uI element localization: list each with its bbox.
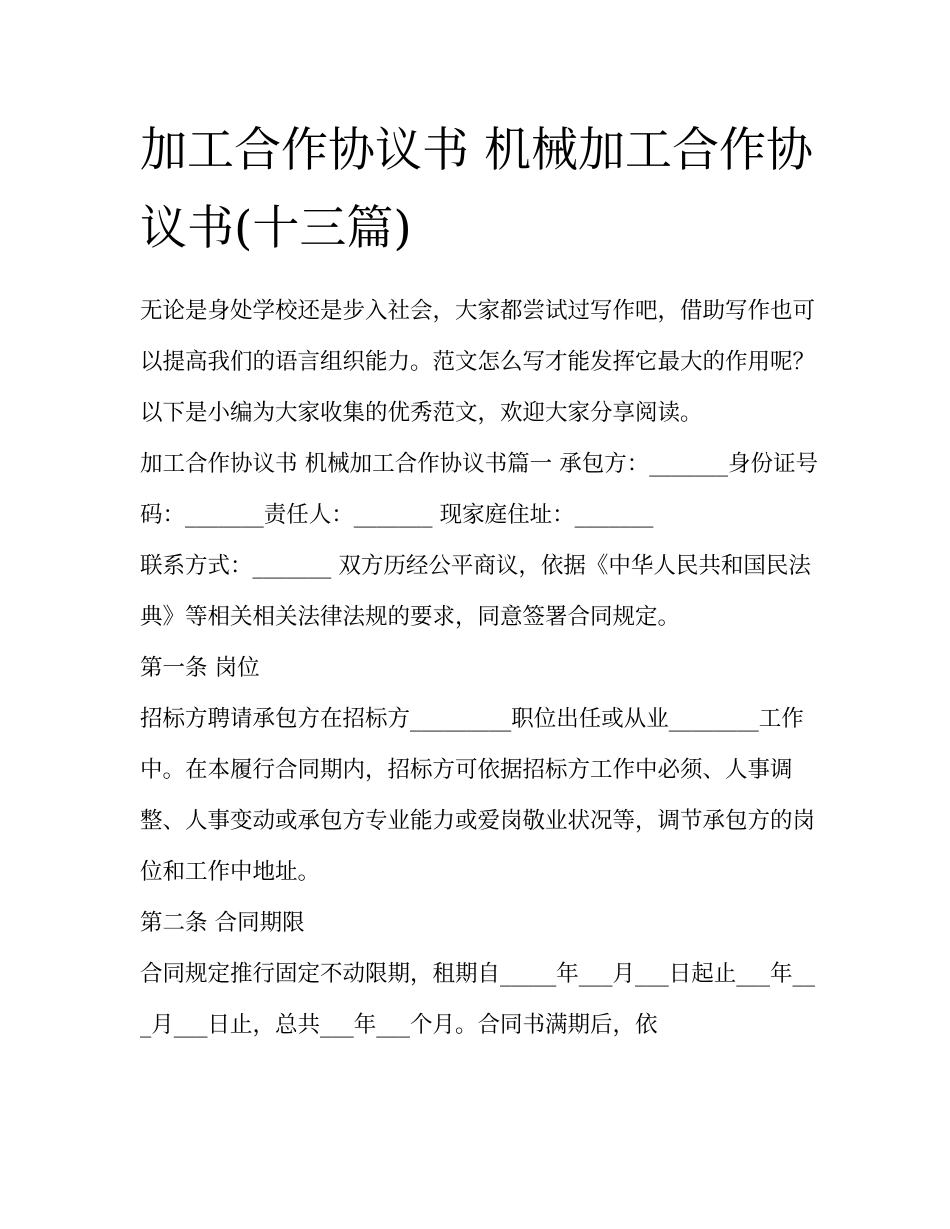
article-two-paragraph: 合同规定推行固定不动限期，租期自_____年___月___日起止___年___月___日止，总共___年___个月。合同书满期后，依 <box>140 961 816 1038</box>
article-one-paragraph: 招标方聘请承包方在招标方_________职位出任或从业________工作中。在本履行合同期内，招标方可依据招标方工作中必须、人事调整、人事变动或承包方专业能力或爱岗敬业状况等，调节承包方的岗位和工作中地址。 <box>140 706 816 885</box>
intro-paragraph: 无论是身处学校还是步入社会，大家都尝试过写作吧，借助写作也可以提高我们的语言组织能力。范文怎么写才能发挥它最大的作用呢？以下是小编为大家收集的优秀范文，欢迎大家分享阅读。 <box>140 298 816 426</box>
article-two-heading: 第二条 合同期限 <box>140 910 305 936</box>
title-spacer <box>140 268 820 286</box>
article-one-heading: 第一条 岗位 <box>140 655 260 681</box>
contractor-info-paragraph: 加工合作协议书 机械加工合作协议书篇一 承包方：_______身份证号码：_______责任人：_______ 现家庭住址：_______ <box>140 451 819 528</box>
document-body <box>140 112 820 1051</box>
contact-paragraph: 联系方式：_______ 双方历经公平商议，依据《中华人民共和国民法典》等相关相关法律法规的要求，同意签署合同规定。 <box>140 553 811 630</box>
document-title: 加工合作协议书 机械加工合作协议书(十三篇) <box>140 123 813 256</box>
